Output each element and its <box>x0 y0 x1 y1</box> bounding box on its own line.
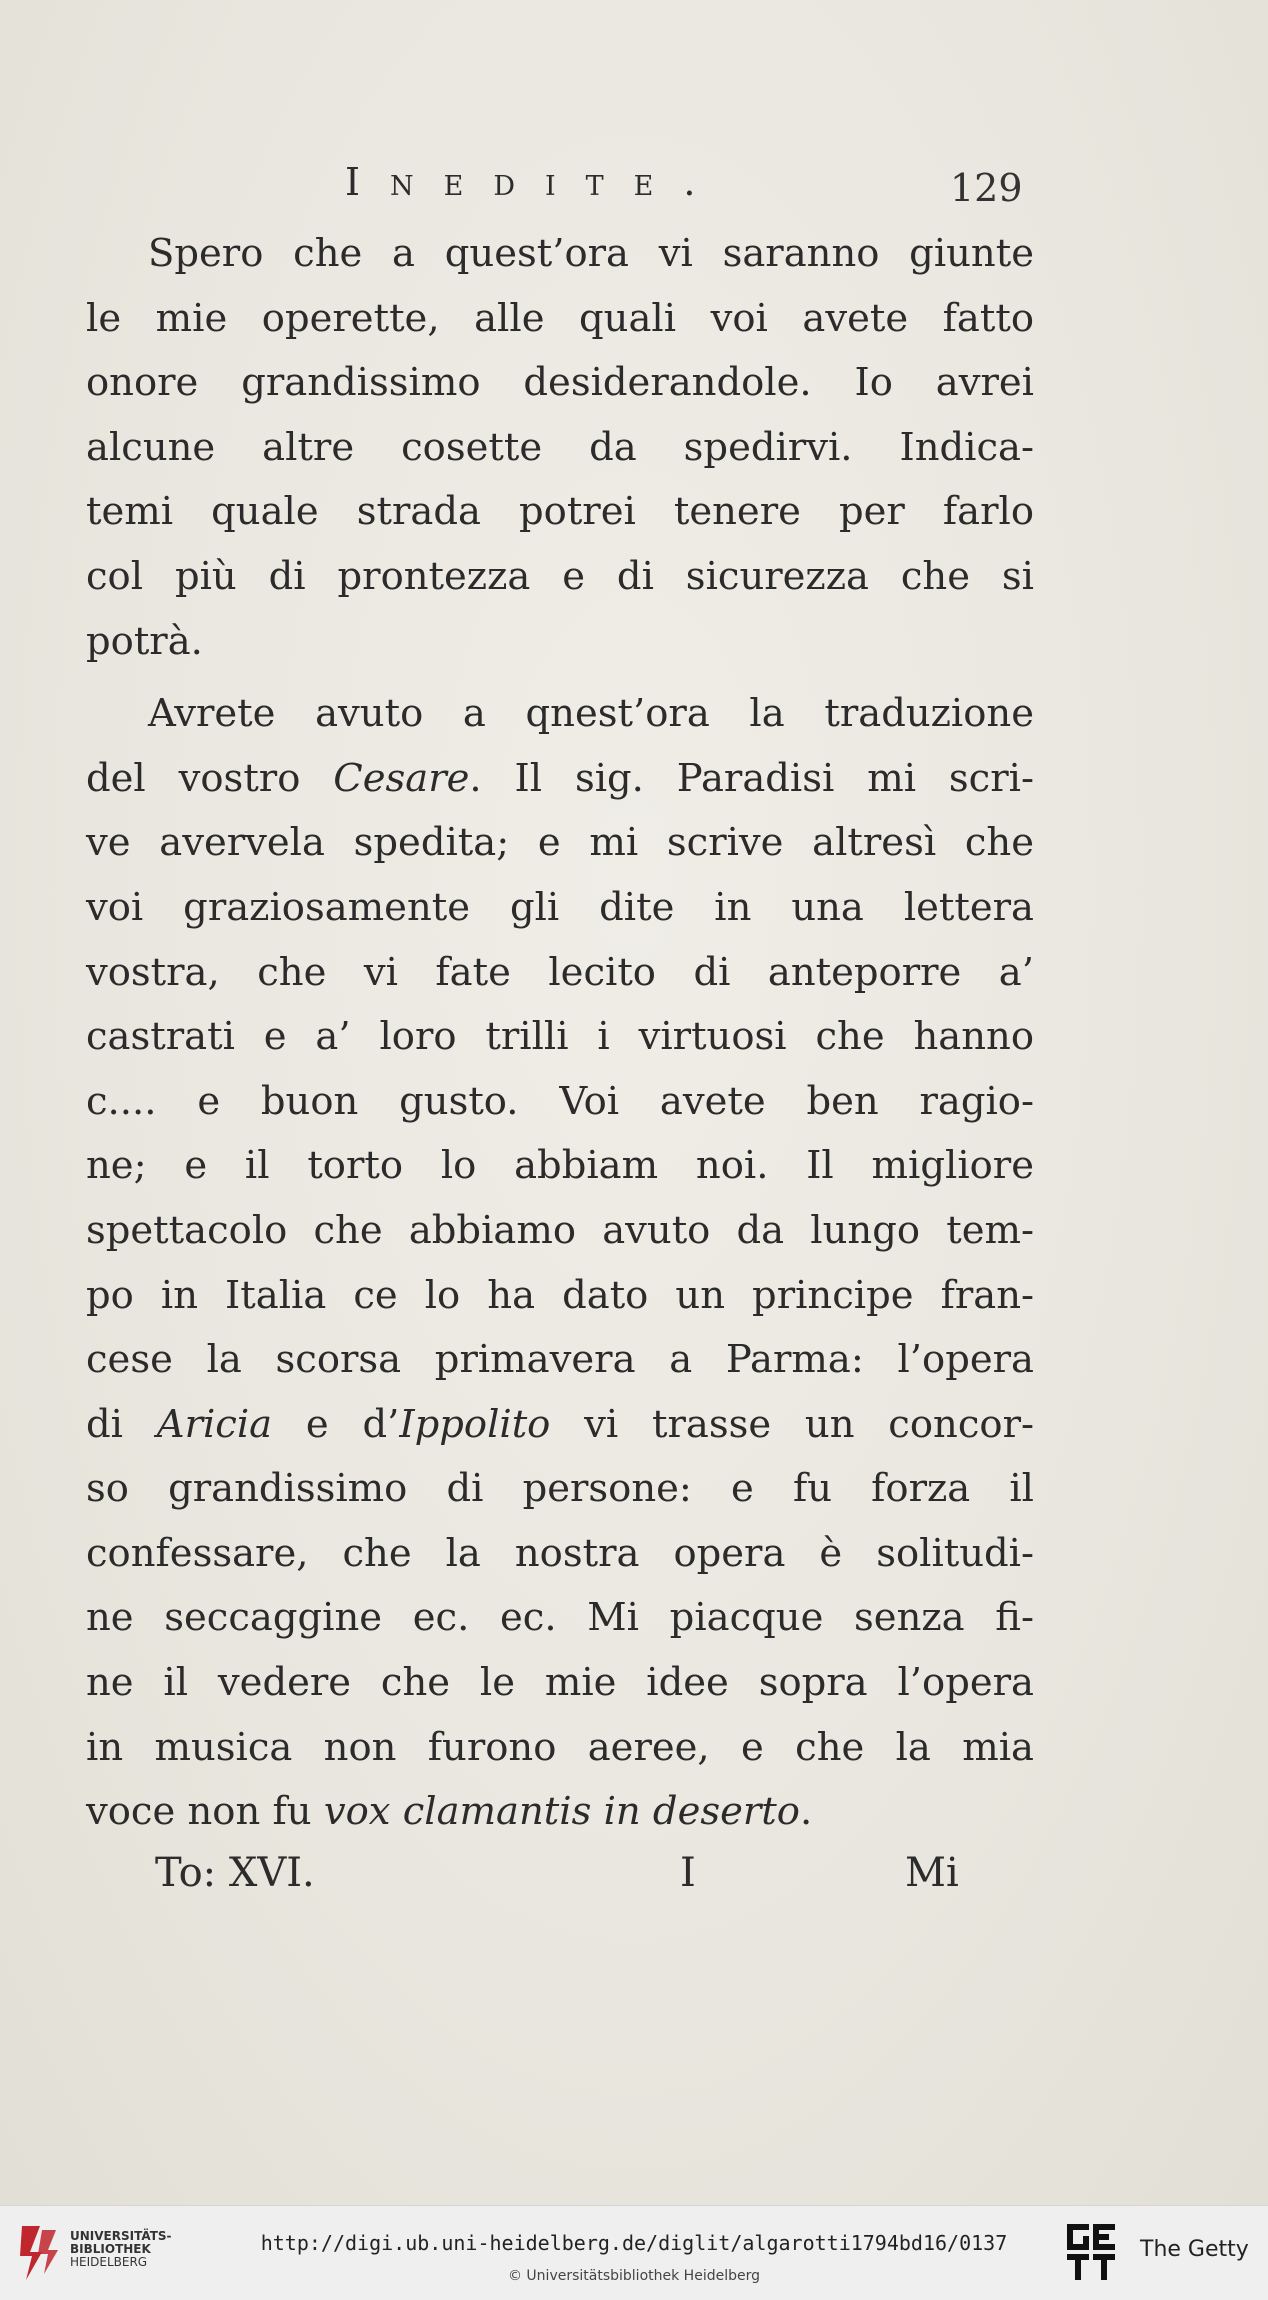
library-name-line: HEIDELBERG <box>70 2255 148 2269</box>
text-line: temi quale strada potrei tenere per farlo <box>86 489 1034 535</box>
text-run: del vostro <box>86 755 301 801</box>
text-line: castrati e a’ loro trilli i virtuosi che hanno <box>86 1014 1034 1060</box>
text-run: e d’ <box>305 1401 400 1447</box>
running-head-title: Inedite. <box>345 160 726 204</box>
signature-line <box>0 1850 1268 1910</box>
signature-mark: I <box>680 1850 696 1896</box>
text-run: di <box>86 1401 123 1447</box>
text-line: ne il vedere che le mie idee sopra l’opera <box>86 1660 1034 1706</box>
italic-latin-phrase: vox clamantis in deserto <box>323 1789 800 1835</box>
text-line: voi graziosamente gli dite in una lettera <box>86 884 1034 930</box>
text-line: po in Italia ce lo ha dato un principe fran- <box>86 1272 1034 1318</box>
text-line: in musica non furono aeree, e che la mia <box>86 1724 1034 1770</box>
text-line: le mie operette, alle quali voi avete fatto <box>86 295 1034 341</box>
getty-logo-icon <box>1065 2220 1119 2284</box>
text-line: alcune altre cosette da spedirvi. Indica- <box>86 424 1034 470</box>
partner-name: The Getty <box>1140 2237 1249 2262</box>
text-run: . Il sig. Paradisi mi scri- <box>469 755 1034 801</box>
text-line: so grandissimo di persone: e fu forza il <box>86 1466 1034 1512</box>
text-line: cese la scorsa primavera a Parma: l’opera <box>86 1337 1034 1383</box>
text-line: potrà. <box>86 618 203 664</box>
text-line: spettacolo che abbiamo avuto da lungo tem- <box>86 1207 1034 1253</box>
library-name-line: BIBLIOTHEK <box>70 2242 151 2256</box>
text-line: onore grandissimo desiderandole. Io avrei <box>86 360 1034 406</box>
italic-title-cesare: Cesare <box>333 755 470 801</box>
body-text <box>86 222 1034 1845</box>
italic-title-aricia: Aricia <box>156 1401 273 1447</box>
text-run: vi trasse un concor- <box>584 1401 1034 1447</box>
copyright-notice: © Universitätsbibliothek Heidelberg <box>507 2268 760 2284</box>
text-line: col più di prontezza e di sicurezza che si <box>86 553 1034 599</box>
italic-title-ippolito: Ippolito <box>399 1401 551 1447</box>
catchword: Mi <box>905 1850 959 1896</box>
running-head <box>0 160 1268 220</box>
text-line <box>86 1780 1034 1845</box>
text-line: ve avervela spedita; e mi scrive altresì che <box>86 820 1034 866</box>
text-line: Avrete avuto a qnest’ora la traduzione <box>148 691 1034 737</box>
text-line: c.... e buon gusto. Voi avete ben ragio- <box>86 1078 1034 1124</box>
library-name-line: UNIVERSITÄTS- <box>70 2229 172 2243</box>
text-run: voce non fu <box>86 1789 312 1835</box>
text-run: . <box>799 1789 813 1835</box>
text-line: ne seccaggine ec. ec. Mi piacque senza fi- <box>86 1595 1034 1641</box>
text-line: vostra, che vi fate lecito di anteporre a’ <box>86 949 1034 995</box>
library-banner <box>0 2205 1268 2300</box>
text-line <box>86 1393 1034 1458</box>
text-line <box>86 747 1034 812</box>
text-line: ne; e il torto lo abbiam noi. Il migliore <box>86 1143 1034 1189</box>
permalink-url[interactable]: http://digi.ub.uni-heidelberg.de/diglit/algarotti1794bd16/0137 <box>260 2231 1008 2255</box>
signature-volume: To: XVI. <box>155 1850 315 1896</box>
text-line: confessare, che la nostra opera è solitudi- <box>86 1530 1034 1576</box>
page-number: 129 <box>950 166 1023 210</box>
text-line: Spero che a quest’ora vi saranno giunte <box>148 231 1034 276</box>
